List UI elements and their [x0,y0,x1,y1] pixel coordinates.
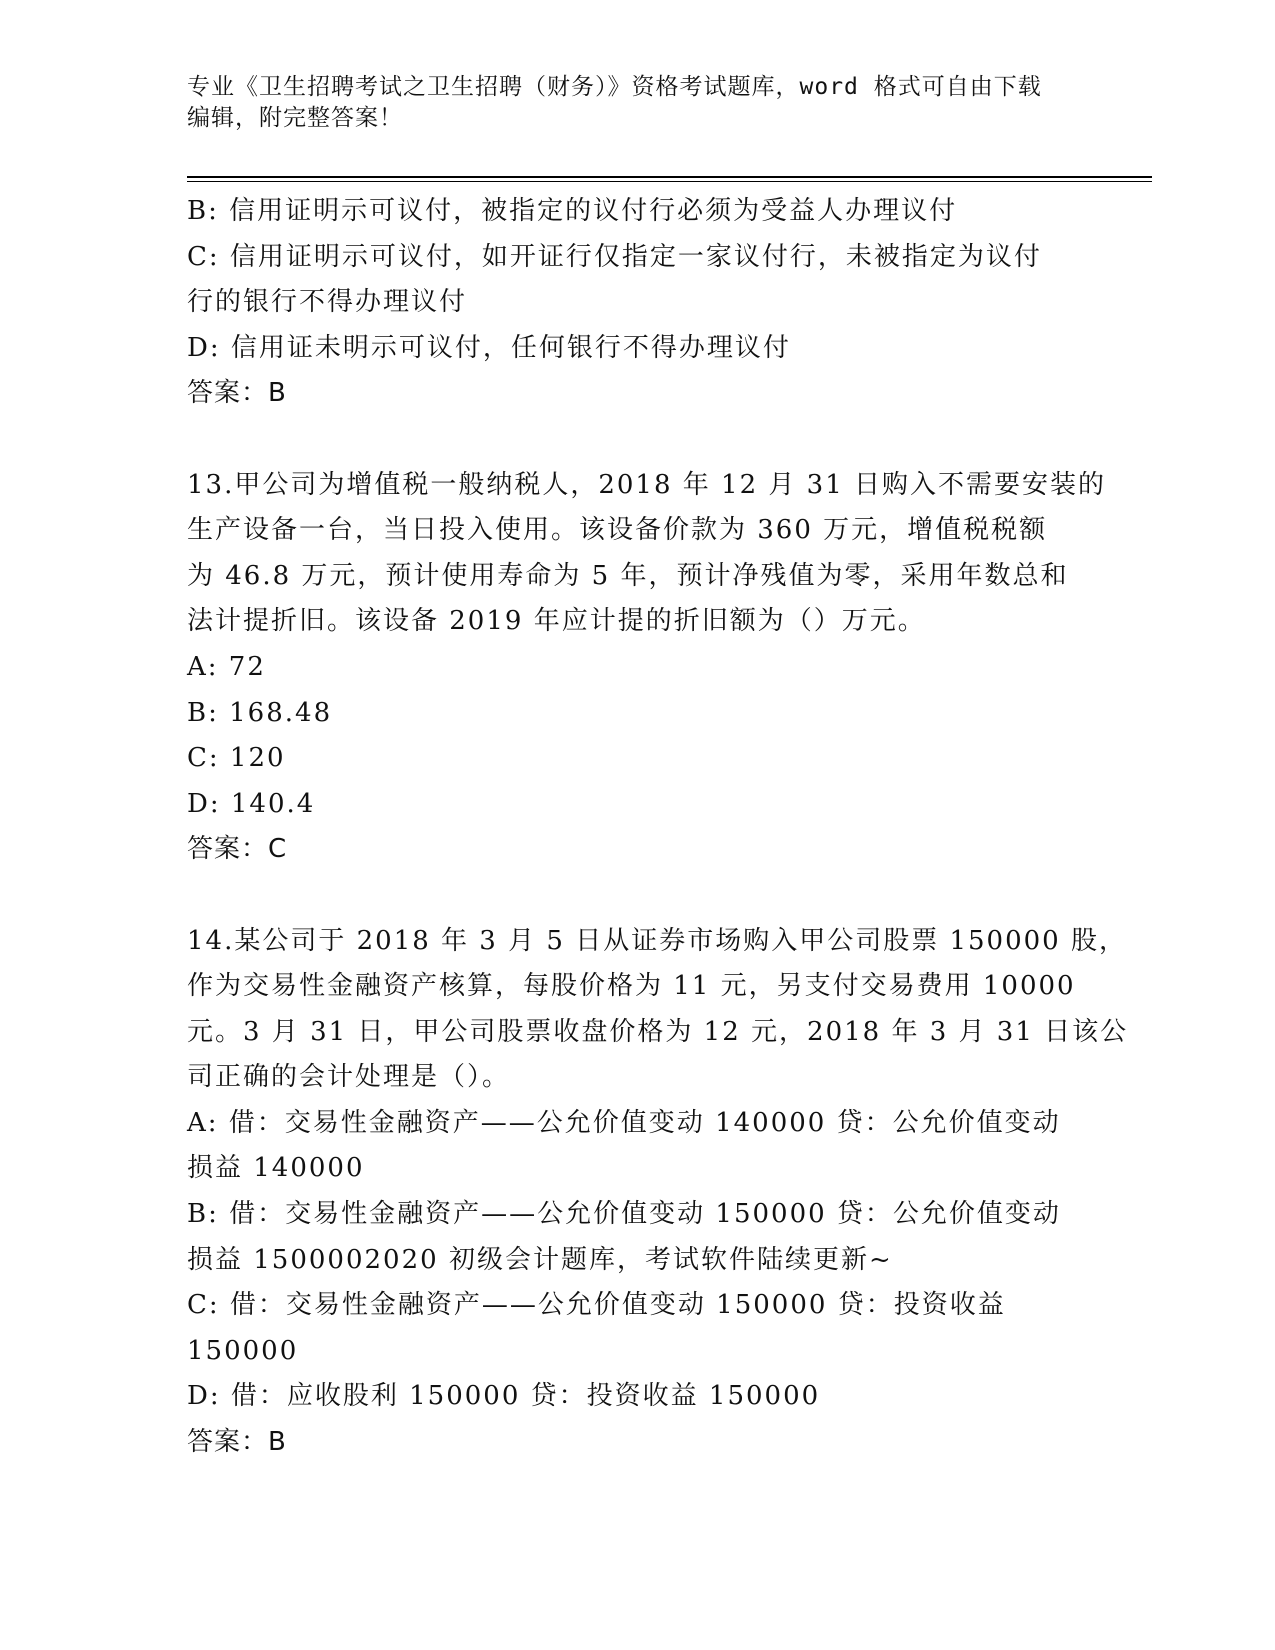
q13-option-b: B: 168.48 [187,697,333,728]
question-12 [187,189,1087,417]
question-content [187,189,1129,1466]
q12-option-b: B: 信用证明示可议付，被指定的议付行必须为受益人办理议付 [187,196,958,226]
document-header [187,72,1087,134]
q14-option-c-line-2: 150000 [187,1335,299,1366]
q14-option-b-line-1: B: 借：交易性金融资产——公允价值变动 150000 贷：公允价值变动 [187,1199,1061,1230]
q14-stem-line-3: 元。3 月 31 日，甲公司股票收盘价格为 12 元，2018 年 3 月 31 日该公 [187,1016,1129,1047]
question-14 [187,919,1129,1466]
header-line-1: 专业《卫生招聘考试之卫生招聘（财务）》资格考试题库，word 格式可自由下载 [187,74,1042,100]
q14-stem-line-1: 14.某公司于 2018 年 3 月 5 日从证券市场购入甲公司股票 150000 股， [187,925,1127,956]
q14-option-a-line-2: 损益 140000 [187,1153,365,1184]
header-line-2: 编辑，附完整答案！ [187,105,403,131]
q13-stem-line-3: 为 46.8 万元，预计使用寿命为 5 年，预计净残值为零，采用年数总和 [187,560,1069,591]
q13-stem-line-1: 13.甲公司为增值税一般纳税人，2018 年 12 月 31 日购入不需要安装的 [187,469,1107,500]
q12-option-d: D: 信用证未明示可议付，任何银行不得办理议付 [187,332,791,363]
q14-stem-line-4: 司正确的会计处理是（）。 [187,1062,511,1093]
question-13 [187,463,1107,873]
q12-option-c-line-2: 行的银行不得办理议付 [187,287,468,318]
q14-option-c-line-1: C: 借：交易性金融资产——公允价值变动 150000 贷：投资收益 [187,1290,1006,1321]
header-divider-thin [187,181,1152,182]
q13-stem-line-2: 生产设备一台，当日投入使用。该设备价款为 360 万元，增值税税额 [187,515,1048,546]
q13-answer: 答案：C [187,834,288,865]
q12-answer: 答案：B [187,378,287,409]
q13-option-c: C: 120 [187,743,286,774]
q14-stem-line-2: 作为交易性金融资产核算，每股价格为 11 元，另支付交易费用 10000 [187,971,1076,1002]
header-divider-thick [187,176,1152,178]
q14-option-a-line-1: A: 借：交易性金融资产——公允价值变动 140000 贷：公允价值变动 [187,1107,1061,1138]
q14-option-b-line-2: 损益 1500002020 初级会计题库，考试软件陆续更新~ [187,1244,893,1275]
spacer [187,417,1087,463]
q13-stem-line-4: 法计提折旧。该设备 2019 年应计提的折旧额为（）万元。 [187,606,926,637]
q13-option-d: D: 140.4 [187,788,316,819]
q13-option-a: A: 72 [187,651,266,682]
spacer [187,873,1087,919]
q14-answer: 答案：B [187,1427,287,1458]
q12-option-c-line-1: C: 信用证明示可议付，如开证行仅指定一家议付行，未被指定为议付 [187,241,1042,272]
q14-option-d: D: 借：应收股利 150000 贷：投资收益 150000 [187,1381,821,1412]
